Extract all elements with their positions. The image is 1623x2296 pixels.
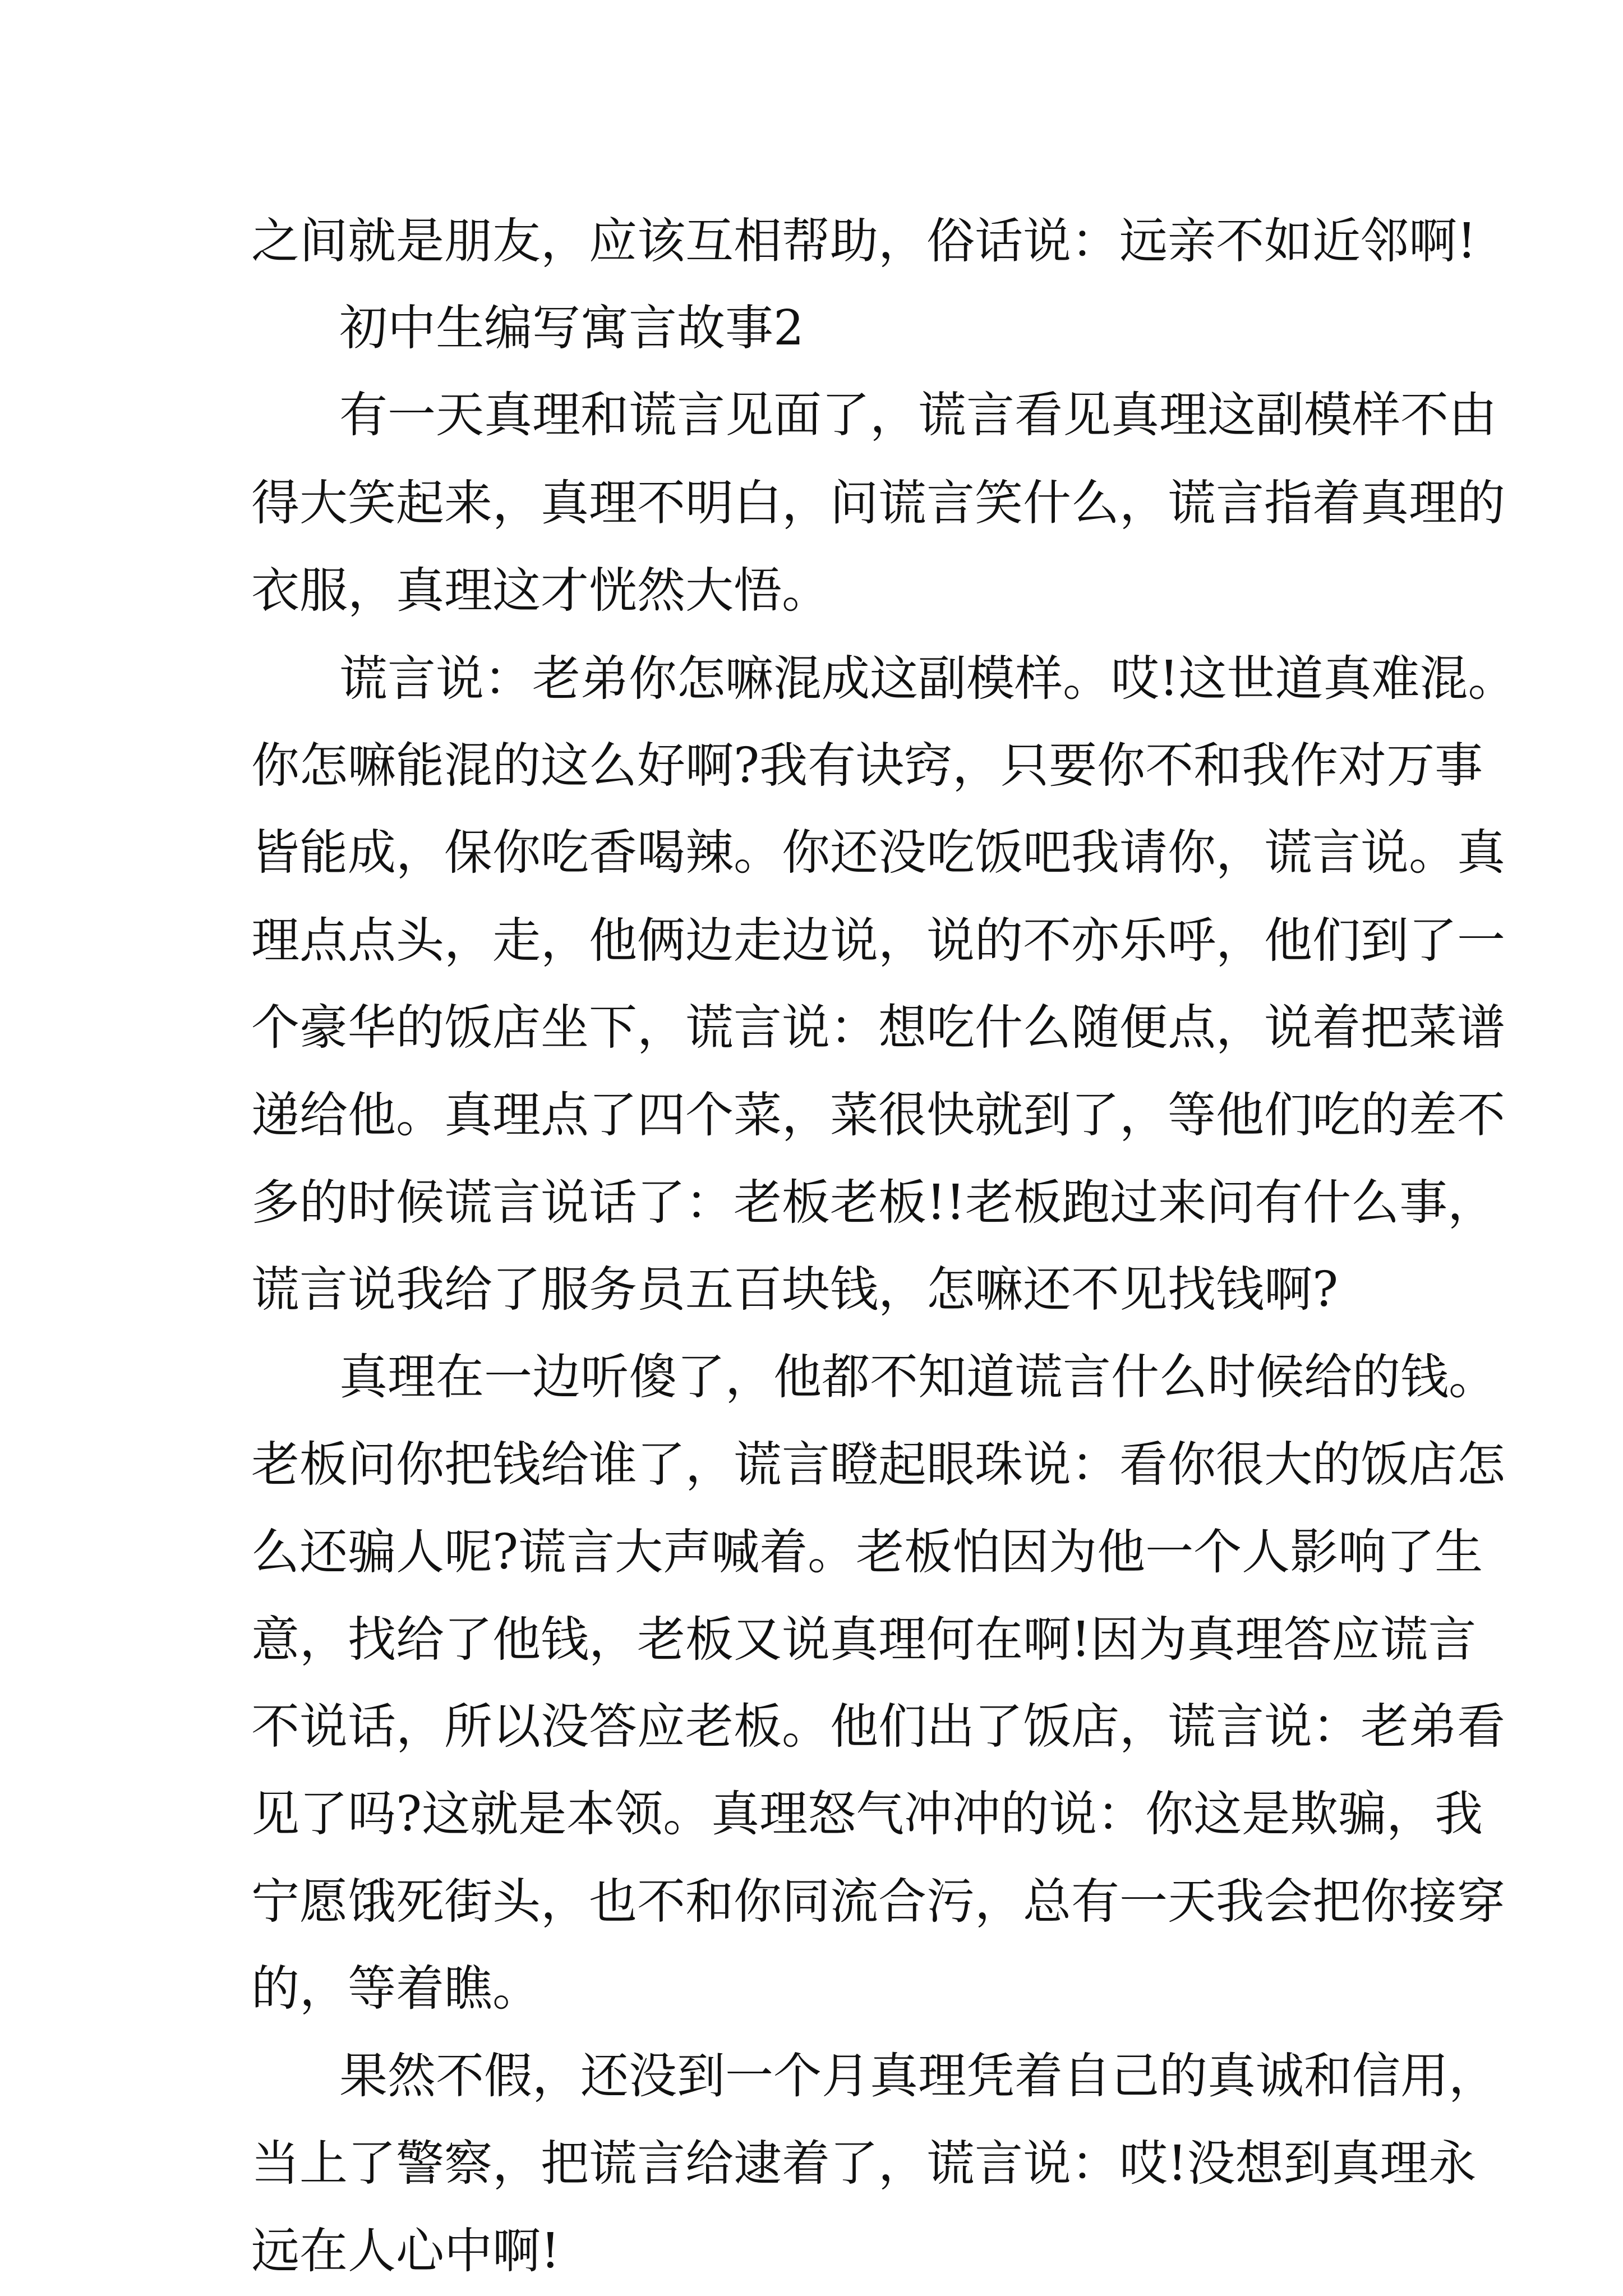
text-line: 不说话，所以没答应老板。他们出了饭店，谎言说：老弟看 (251, 1699, 1505, 1755)
text-line: 理点点头，走，他俩边走边说，说的不亦乐呼，他们到了一 (251, 913, 1505, 969)
text-line: 多的时候谎言说话了：老板老板!!老板跑过来问有什么事， (251, 1175, 1496, 1231)
text-line: 果然不假，还没到一个月真理凭着自己的真诚和信用， (339, 2048, 1497, 2104)
text-line: 有一天真理和谎言见面了，谎言看见真理这副模样不由 (339, 387, 1497, 443)
text-line: 当上了警察，把谎言给逮着了，谎言说：哎!没想到真理永 (251, 2136, 1477, 2192)
text-line: 你怎嘛能混的这么好啊?我有诀窍，只要你不和我作对万事 (251, 738, 1483, 794)
text-line: 意，找给了他钱，老板又说真理何在啊!因为真理答应谎言 (251, 1612, 1477, 1668)
text-line: 真理在一边听傻了，他都不知道谎言什么时候给的钱。 (339, 1349, 1497, 1405)
text-line: 谎言说我给了服务员五百块钱，怎嘛还不见找钱啊? (251, 1262, 1339, 1318)
text-line: 远在人心中啊! (251, 2223, 560, 2279)
text-line: 么还骗人呢?谎言大声喊着。老板怕因为他一个人影响了生 (251, 1524, 1483, 1580)
text-line: 的，等着瞧。 (251, 1961, 541, 2017)
text-line: 宁愿饿死街头，也不和你同流合污，总有一天我会把你接穿 (251, 1874, 1505, 1930)
text-line: 之间就是朋友，应该互相帮助，俗话说：远亲不如近邻啊! (251, 213, 1477, 269)
text-line: 见了吗?这就是本领。真理怒气冲冲的说：你这是欺骗，我 (251, 1786, 1483, 1842)
section-heading: 初中生编写寓言故事2 (339, 300, 804, 356)
text-line: 皆能成，保你吃香喝辣。你还没吃饭吧我请你，谎言说。真 (251, 825, 1505, 881)
text-line: 衣服，真理这才恍然大悟。 (251, 563, 830, 619)
text-line: 老板问你把钱给谁了，谎言瞪起眼珠说：看你很大的饭店怎 (251, 1437, 1505, 1493)
text-line: 个豪华的饭店坐下，谎言说：想吃什么随便点，说着把菜谱 (251, 1000, 1505, 1056)
text-line: 得大笑起来，真理不明白，问谎言笑什么，谎言指着真理的 (251, 475, 1505, 531)
text-line: 递给他。真理点了四个菜，菜很快就到了，等他们吃的差不 (251, 1087, 1505, 1143)
text-line: 谎言说：老弟你怎嘛混成这副模样。哎!这世道真难混。 (339, 651, 1516, 707)
